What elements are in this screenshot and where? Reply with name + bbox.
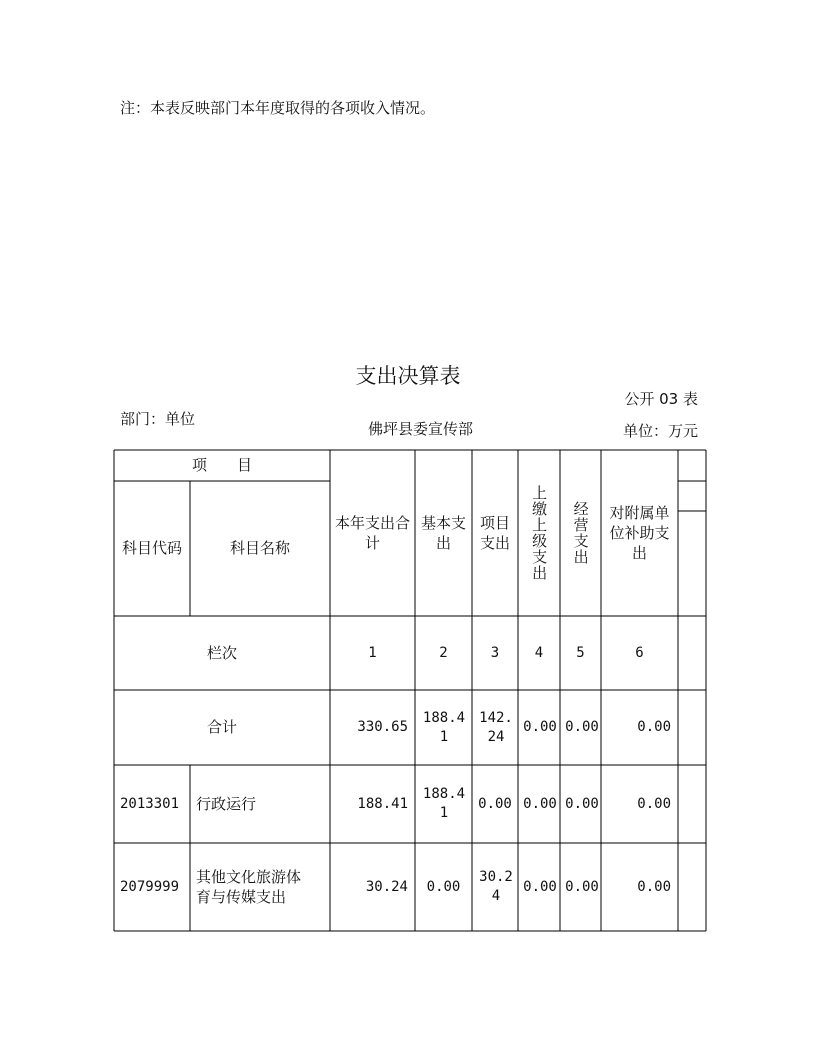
row-2-upper: 0.00 [523, 878, 557, 895]
row-1-name: 行政运行 [196, 794, 257, 813]
header-upper [518, 450, 560, 616]
row-2-operating: 0.00 [565, 878, 599, 895]
header-upper-text: 上缴上级支出 [530, 485, 549, 581]
row-2-basic: 0.00 [426, 878, 461, 895]
page-title: 支出决算表 [355, 364, 461, 388]
header-total: 本年支出合计 [334, 513, 410, 552]
row-1-project: 0.00 [478, 795, 512, 812]
row-2-total: 30.24 [365, 878, 408, 895]
header-code: 科目代码 [121, 539, 182, 558]
header-name: 科目名称 [229, 539, 290, 558]
col-index-3: 3 [490, 644, 500, 661]
row-total-basic: 188.41 [422, 709, 466, 745]
col-index-4: 4 [534, 644, 544, 661]
row-1-upper: 0.00 [523, 795, 557, 812]
col-index-1: 1 [368, 644, 377, 661]
table-note: 注：本表反映部门本年度取得的各项收入情况。 [120, 99, 436, 117]
row-total-operating: 0.00 [565, 719, 599, 736]
header-basic: 基本支出 [421, 513, 467, 552]
row-1-operating: 0.00 [565, 795, 599, 812]
row-total-project: 142.24 [479, 709, 513, 745]
row-1-code: 2013301 [120, 795, 180, 812]
col-index-label: 栏次 [206, 643, 237, 662]
row-total-name: 合计 [206, 718, 237, 737]
header-operating [560, 450, 601, 616]
row-1-basic: 188.41 [422, 786, 466, 821]
department-label: 部门：单位 [120, 410, 196, 428]
col-index-5: 5 [576, 644, 585, 661]
unit-label: 单位：万元 [622, 422, 698, 440]
row-2-name: 其他文化旅游体育与传媒支出 [196, 867, 302, 906]
row-total-upper: 0.00 [523, 719, 557, 736]
row-total-total: 330.65 [357, 719, 408, 736]
row-2-project: 30.24 [479, 869, 513, 904]
header-operating-text: 经营支出 [571, 501, 590, 565]
form-number: 公开 03 表 [624, 390, 698, 408]
row-1-total: 188.41 [357, 795, 408, 812]
header-project: 项目支出 [479, 513, 510, 552]
department-name: 佛坪县委宣传部 [368, 420, 474, 438]
row-total-subsidy: 0.00 [637, 719, 671, 736]
row-1-subsidy: 0.00 [637, 795, 671, 812]
col-index-6: 6 [635, 644, 644, 661]
row-2-subsidy: 0.00 [637, 878, 671, 895]
header-item: 项 目 [191, 456, 252, 475]
row-2-code: 2079999 [120, 878, 180, 895]
col-index-2: 2 [439, 644, 448, 661]
header-subsidy: 对附属单位补助支出 [609, 503, 670, 563]
